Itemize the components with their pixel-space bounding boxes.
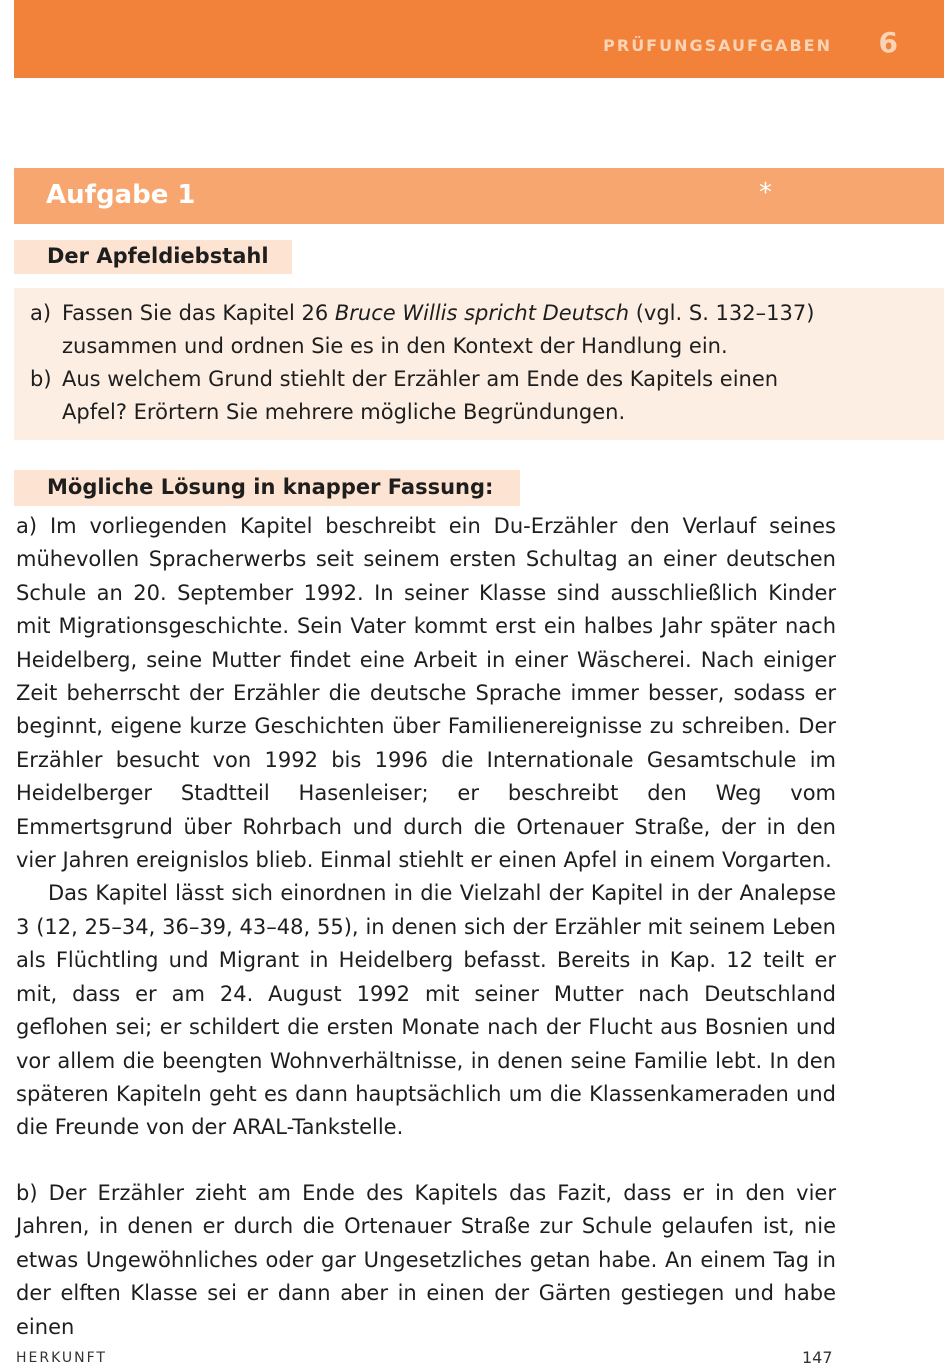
difficulty-star-icon: *: [759, 178, 772, 208]
header-band: [14, 0, 944, 78]
task-subtitle-box: [14, 240, 292, 274]
paragraph: Das Kapitel lässt sich einordnen in die Vielzahl der Kapitel in der Analepse 3 (12, 25–34, 36–39, 43–48, 55), in denen sich der Erzähler mit seinem Leben als Flüchtling und Migrant in Heidelberg befasst. Bereits in Kap. 12 teilt er mit, dass er am 24. August 1992 mit seiner Mutter nach Deutschland geflohen sei; er schildert die ersten Monate nach der Flucht aus Bosnien und vor allem die beengten Wohnverhältnisse, in denen seine Familie lebt. In den späteren Kapiteln geht es dann hauptsächlich um die Klassenkameraden und die Freunde von der ARAL-Tankstelle.: [16, 881, 836, 1140]
question-text: Fassen Sie das Kapitel 26: [62, 301, 335, 325]
question-text: zusammen und ordnen Sie es in den Kontext der Handlung ein.: [62, 334, 728, 358]
question-label: b): [30, 367, 52, 391]
task-header: [14, 168, 944, 224]
question-text: (vgl. S. 132–137): [629, 301, 815, 325]
footer-book-title: HERKUNFT: [16, 1350, 107, 1366]
chapter-title: Bruce Willis spricht Deutsch: [334, 301, 630, 325]
solution-heading-box: [14, 470, 520, 506]
paragraph: a) Im vorliegenden Kapitel beschreibt ein Du-Erzähler den Verlauf seines mühevollen Spracherwerbs seit seinem ersten Schultag an einer deutschen Schule an 20. September 1992. In seiner Klasse sind ausschließlich Kinder mit Migrationsgeschichte. Sein Vater kommt erst ein halbes Jahr später nach Heidelberg, seine Mutter findet eine Arbeit in einer Wäscherei. Nach einiger Zeit beherrscht der Erzähler die deutsche Sprache immer besser, sodass er beginnt, eigene kurze Geschichten über Familienereignisse zu schreiben. Der Erzähler besucht von 1992 bis 1996 die Internationale Gesamtschule im Heidelberger Stadtteil Hasenleiser; er beschreibt den Weg vom Emmertsgrund über Rohrbach und durch die Ortenauer Straße, der in den vier Jahren ereignislos blieb. Einmal stiehlt er einen Apfel in einem Vorgarten.: [16, 514, 836, 873]
paragraph: b) Der Erzähler zieht am Ende des Kapitels das Fazit, dass er in den vier Jahren, in denen er durch die Ortenauer Straße zur Schule gelaufen ist, nie etwas Ungewöhnliches oder gar Ungesetzliches getan habe. An einem Tag in der elften Klasse sei er dann aber in einen der Gärten gestiegen und habe einen: [16, 1181, 836, 1339]
question-text: Apfel? Erörtern Sie mehrere mögliche Begründungen.: [62, 400, 626, 424]
task-title: Aufgabe 1: [46, 180, 196, 210]
page-number: 147: [802, 1348, 833, 1367]
solution-heading: Mögliche Lösung in knapper Fassung:: [47, 475, 494, 499]
section-label: PRÜFUNGSAUFGABEN: [603, 36, 832, 55]
question-text: Aus welchem Grund stiehlt der Erzähler am Ende des Kapitels einen: [62, 367, 779, 391]
question-label: a): [30, 301, 52, 325]
questions-box: [14, 288, 944, 440]
question-b: [30, 363, 860, 429]
solution-body-a: [16, 510, 836, 1145]
solution-body-b: [16, 1177, 836, 1344]
chapter-number: 6: [878, 26, 898, 59]
task-subtitle: Der Apfeldiebstahl: [47, 244, 269, 268]
question-a: [30, 297, 860, 363]
